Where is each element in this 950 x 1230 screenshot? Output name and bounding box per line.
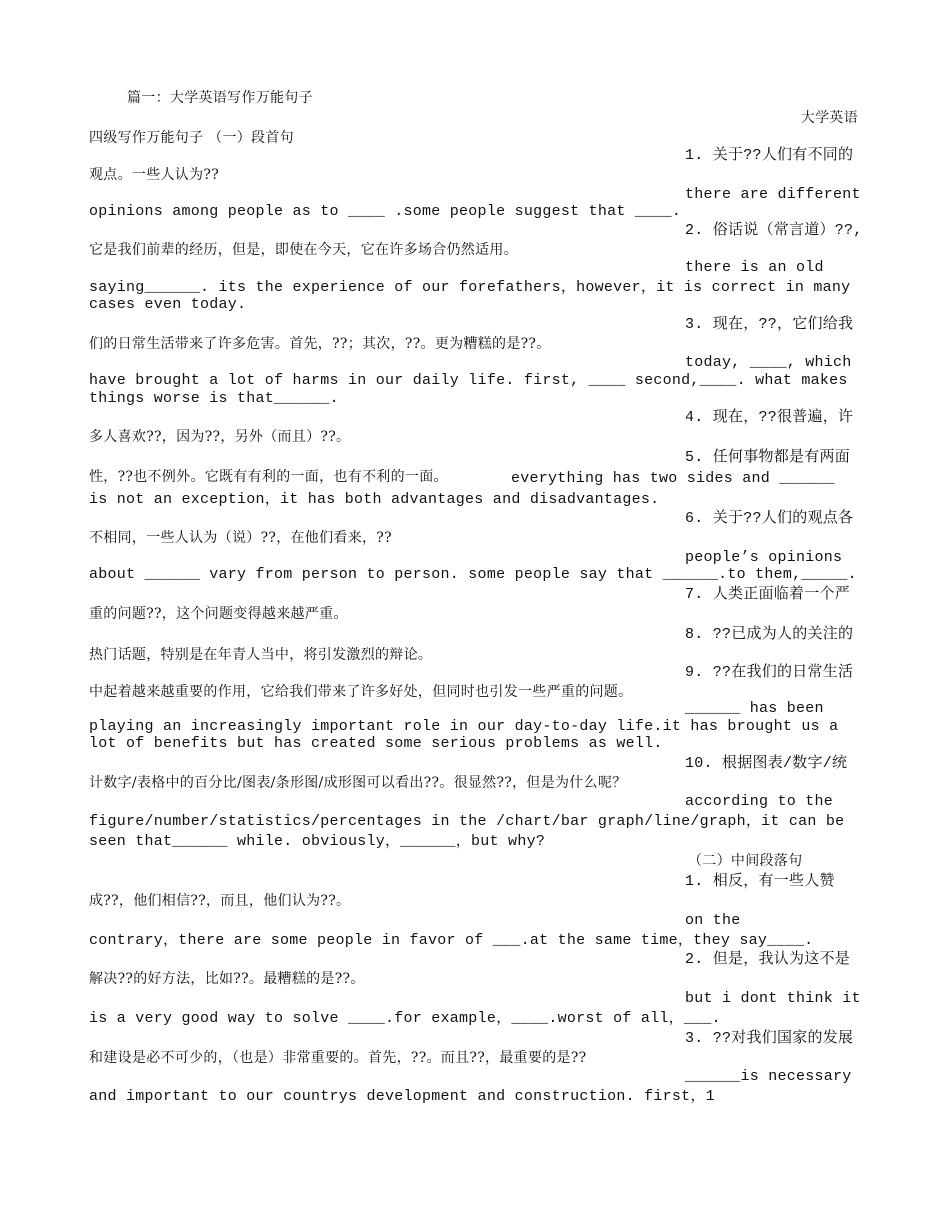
text-line: seen that______ while. obviously，______，but why? xyxy=(89,833,546,850)
text-line: 中起着越来越重要的作用，它给我们带来了许多好处，但同时也引发一些严重的问题。 xyxy=(89,684,633,700)
section-heading: （二）中间段落句 xyxy=(688,853,803,869)
item-heading: 2. 俗话说（常言道）??, xyxy=(685,222,863,239)
text-line: but i dont think it xyxy=(685,990,861,1007)
text-line: 热门话题，特别是在年青人当中，将引发激烈的辩论。 xyxy=(89,647,433,663)
item-heading: 7. 人类正面临着一个严 xyxy=(685,586,851,603)
text-line: ______is necessary xyxy=(685,1068,852,1085)
item-heading: 5. 任何事物都是有两面 xyxy=(685,449,851,466)
item-heading: 10. 根据图表/数字/统 xyxy=(685,755,848,772)
text-line: and important to our countrys development and construction. first，1 xyxy=(89,1088,715,1105)
item-heading: 8. ??已成为人的关注的 xyxy=(685,626,854,643)
text-line: 们的日常生活带来了许多危害。首先，??；其次，??。更为糟糕的是??。 xyxy=(89,336,551,352)
text-line: have brought a lot of harms in our daily life. first, ____ second,____. what makes xyxy=(89,372,848,389)
text-line: playing an increasingly important role in our day-to-day life.it has brought us a xyxy=(89,718,839,735)
text-line: on the xyxy=(685,912,741,929)
text-line: people’s opinions xyxy=(685,549,843,566)
item-heading: 3. ??对我们国家的发展 xyxy=(685,1030,854,1047)
item-heading: 2. 但是，我认为这不是 xyxy=(685,951,851,968)
text-line: 成??，他们相信??，而且，他们认为??。 xyxy=(89,893,351,909)
text-line: today, ____, which xyxy=(685,354,852,371)
text-line: everything has two sides and ______ xyxy=(511,470,835,487)
item-heading: 4. 现在，??很普遍，许 xyxy=(685,409,854,426)
text-line: 解决??的好方法，比如??。最糟糕的是??。 xyxy=(89,971,365,987)
text-line: things worse is that______. xyxy=(89,390,339,407)
text-line: about ______ vary from person to person. some people say that ______.to them,_____. xyxy=(89,566,857,583)
item-heading: 1. 关于??人们有不同的 xyxy=(685,147,854,164)
text-line: 不相同，一些人认为（说）??，在他们看来，?? xyxy=(89,530,392,546)
text-line: 重的问题??，这个问题变得越来越严重。 xyxy=(89,606,348,622)
item-heading: 1. 相反，有一些人赞 xyxy=(685,873,835,890)
item-heading: 6. 关于??人们的观点各 xyxy=(685,510,854,527)
text-line: is a very good way to solve ____.for example，____.worst of all，___. xyxy=(89,1010,721,1027)
text-line: 它是我们前辈的经历，但是，即使在今天，它在许多场合仍然适用。 xyxy=(89,242,518,258)
item-heading: 9. ??在我们的日常生活 xyxy=(685,664,854,681)
text-line: 多人喜欢??，因为??，另外（而且）??。 xyxy=(89,429,351,445)
text-line: 和建设是必不可少的，（也是）非常重要的。首先，??。而且??，最重要的是?? xyxy=(89,1050,587,1066)
item-heading: 3. 现在，??，它们给我 xyxy=(685,316,854,333)
text-line: 计数字/表格中的百分比/图表/条形图/成形图可以看出??。很显然??，但是为什么呢？ xyxy=(89,775,627,791)
text-line: figure/number/statistics/percentages in the /chart/bar graph/line/graph，it can be xyxy=(89,813,845,830)
text-line: there is an old xyxy=(685,259,824,276)
text-line: opinions among people as to ____ .some people suggest that ____. xyxy=(89,203,682,220)
text-line: 四级写作万能句子 （一）段首句 xyxy=(89,130,294,146)
text-line: 性，??也不例外。它既有有利的一面，也有不利的一面。 xyxy=(89,469,448,485)
text-line: saying______. its the experience of our forefathers，however，it is correct in many xyxy=(89,279,851,296)
text-line: according to the xyxy=(685,793,834,810)
document-title: 篇一：大学英语写作万能句子 xyxy=(127,90,313,106)
text-line: cases even today. xyxy=(89,296,247,313)
text-line: 观点。一些人认为?? xyxy=(89,167,220,183)
text-line: lot of benefits but has created some serious problems as well. xyxy=(89,735,663,752)
text-line: is not an exception，it has both advantages and disadvantages. xyxy=(89,491,660,508)
text-line: contrary，there are some people in favor of ___.at the same time，they say____. xyxy=(89,932,814,949)
text-line: 大学英语 xyxy=(800,110,858,126)
text-line: ______ has been xyxy=(685,700,824,717)
text-line: there are different xyxy=(685,186,861,203)
